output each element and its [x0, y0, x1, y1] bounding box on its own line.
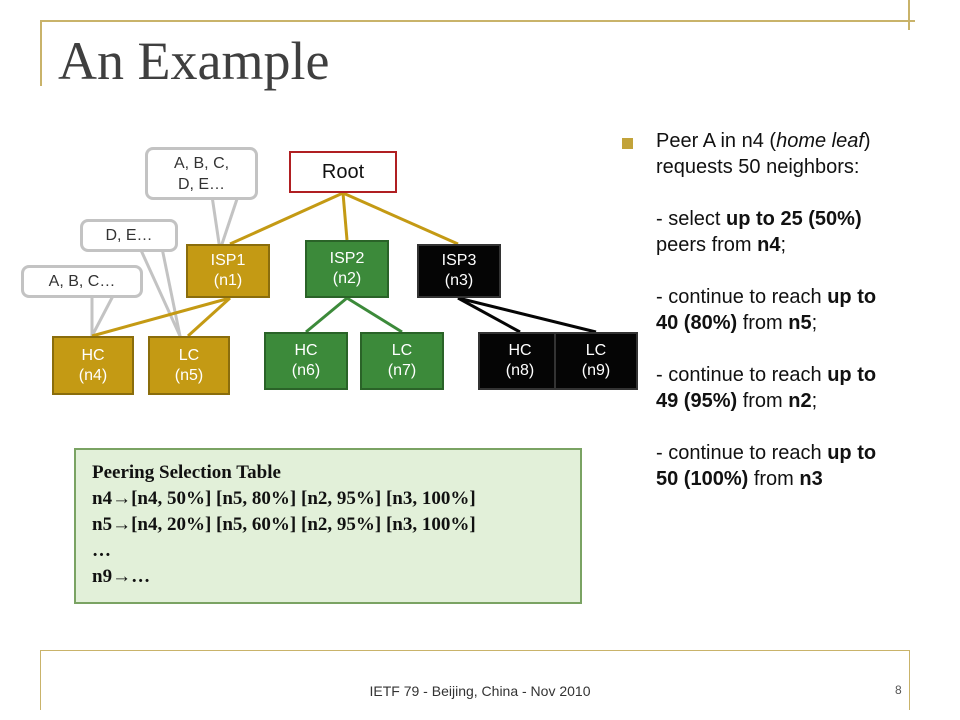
callout-1: A, B, C, D, E… — [145, 147, 258, 200]
edge-isp2-n7 — [347, 298, 402, 332]
bullet-line — [656, 414, 922, 440]
bullet-line — [656, 154, 922, 180]
bullet-run: requests 50 neighbors: — [656, 156, 860, 178]
node-n4: HC (n4) — [52, 336, 134, 395]
edge-isp3-n9 — [458, 298, 596, 332]
bullet-square-icon — [622, 138, 633, 149]
node-isp2: ISP2 (n2) — [305, 240, 389, 298]
bullet-point — [622, 128, 922, 492]
bullet-run: up to — [827, 364, 877, 386]
bullet-run: up to 25 (50%) — [726, 208, 862, 230]
footer-text: IETF 79 - Beijing, China - Nov 2010 — [369, 683, 591, 699]
bullet-run: n3 — [799, 468, 823, 490]
bullet-run: ) — [863, 130, 871, 152]
bullet-run: home leaf — [776, 130, 864, 152]
node-isp1: ISP1 (n1) — [186, 244, 270, 298]
bullet-line — [656, 258, 922, 284]
bullet-line — [656, 180, 922, 206]
bullet-line — [656, 362, 922, 388]
node-n7: LC (n7) — [360, 332, 444, 390]
edge-root-isp1 — [230, 193, 343, 244]
node-isp3: ISP3 (n3) — [417, 244, 501, 298]
node-n6: HC (n6) — [264, 332, 348, 390]
page-number: 8 — [895, 683, 902, 697]
bullet-run: from — [737, 390, 789, 412]
bullet-run: ; — [811, 390, 818, 412]
table-row: … — [92, 540, 111, 561]
bullet-run: from — [748, 468, 800, 490]
bullet-run: ; — [811, 312, 818, 334]
table-row: n5→[n4, 20%] [n5, 60%] [n2, 95%] [n3, 100%] — [92, 514, 476, 535]
bullet-line — [656, 284, 922, 310]
bullet-run: - continue to reach — [656, 286, 828, 308]
bullet-line — [656, 388, 922, 414]
bullet-line — [656, 440, 922, 466]
bullet-run: ; — [780, 234, 787, 256]
bullet-run: n4 — [757, 234, 781, 256]
bullet-line — [656, 128, 922, 154]
callout-3: A, B, C… — [21, 265, 143, 298]
bullet-run: n2 — [788, 390, 812, 412]
bullet-run: peers from — [656, 234, 758, 256]
bullet-run: - continue to reach — [656, 442, 828, 464]
table-row: n9→… — [92, 566, 151, 587]
peering-selection-table — [74, 448, 582, 604]
bullet-run: 50 (100%) — [656, 468, 749, 490]
edge-root-isp3 — [343, 193, 458, 244]
node-n9: LC (n9) — [554, 332, 638, 390]
edge-isp2-n6 — [306, 298, 347, 332]
bullet-line — [656, 232, 922, 258]
bullet-run: up to — [827, 442, 877, 464]
node-n8: HC (n8) — [478, 332, 562, 390]
edge-isp3-n8 — [458, 298, 520, 332]
bullet-run: Peer A in n4 ( — [656, 130, 777, 152]
bullet-run: up to — [827, 286, 877, 308]
bullet-line — [656, 336, 922, 362]
slide-title: An Example — [58, 31, 330, 91]
bullet-text — [656, 128, 922, 492]
bullet-line — [656, 206, 922, 232]
bullet-run: - select — [656, 208, 727, 230]
node-n5: LC (n5) — [148, 336, 230, 395]
bullet-run: 40 (80%) — [656, 312, 738, 334]
bullet-run: 49 (95%) — [656, 390, 738, 412]
callout-2: D, E… — [80, 219, 178, 252]
bullet-run: - continue to reach — [656, 364, 828, 386]
callout-2-tail — [140, 248, 180, 336]
node-root: Root — [289, 151, 397, 193]
bullet-run: n5 — [788, 312, 812, 334]
table-row: n4→[n4, 50%] [n5, 80%] [n2, 95%] [n3, 100%] — [92, 488, 476, 509]
bullet-line — [656, 310, 922, 336]
bullet-run: from — [737, 312, 789, 334]
edge-root-isp2 — [343, 193, 347, 240]
table-title: Peering Selection Table — [92, 462, 281, 483]
bullet-line — [656, 466, 922, 492]
